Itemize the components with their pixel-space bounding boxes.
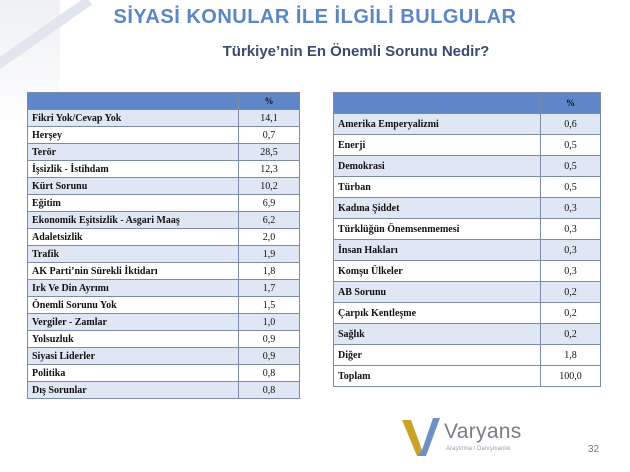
row-percent: 10,2	[239, 178, 300, 195]
table-row	[28, 144, 300, 161]
row-label: Vergiler - Zamlar	[28, 314, 239, 331]
table-row	[28, 280, 300, 297]
header-percent-cell: %	[541, 93, 601, 114]
varyans-logo	[402, 412, 552, 462]
table-row	[28, 110, 300, 127]
logo-name: Varyans	[444, 420, 522, 443]
row-label: AB Sorunu	[334, 282, 541, 303]
table-row	[334, 156, 601, 177]
row-label: Önemli Sorunu Yok	[28, 297, 239, 314]
row-percent: 0,3	[541, 240, 601, 261]
row-label: Fikri Yok/Cevap Yok	[28, 110, 239, 127]
row-percent: 1,9	[239, 246, 300, 263]
row-percent: 0,3	[541, 261, 601, 282]
row-percent: 0,9	[239, 331, 300, 348]
table-row	[334, 240, 601, 261]
row-label: Terör	[28, 144, 239, 161]
row-percent: 0,5	[541, 156, 601, 177]
right-table-body	[334, 114, 601, 387]
row-percent: 0,8	[239, 365, 300, 382]
table-row	[334, 135, 601, 156]
row-label: Sağlık	[334, 324, 541, 345]
row-label: Çarpık Kentleşme	[334, 303, 541, 324]
row-percent: 1,5	[239, 297, 300, 314]
row-percent: 6,2	[239, 212, 300, 229]
row-percent: 0,2	[541, 282, 601, 303]
table-row	[28, 127, 300, 144]
row-label: Trafik	[28, 246, 239, 263]
row-label: Herşey	[28, 127, 239, 144]
row-percent: 0,9	[239, 348, 300, 365]
row-label: Dış Sorunlar	[28, 382, 239, 399]
table-row	[334, 282, 601, 303]
table-row	[28, 314, 300, 331]
row-label: AK Parti’nin Sürekli İktidarı	[28, 263, 239, 280]
row-label: Adaletsizlik	[28, 229, 239, 246]
table-row	[28, 382, 300, 399]
row-percent: 12,3	[239, 161, 300, 178]
page-number: 32	[588, 444, 600, 455]
row-label: Amerika Emperyalizmi	[334, 114, 541, 135]
row-label: İnsan Hakları	[334, 240, 541, 261]
header-label-cell	[334, 93, 541, 114]
row-label: Politika	[28, 365, 239, 382]
row-percent: 14,1	[239, 110, 300, 127]
row-label: Türban	[334, 177, 541, 198]
header-label-cell	[28, 93, 239, 110]
row-label: İşsizlik - İstihdam	[28, 161, 239, 178]
page-subtitle: Türkiye’nin En Önemli Sorunu Nedir?	[222, 43, 490, 60]
row-label: Ekonomik Eşitsizlik - Asgari Maaş	[28, 212, 239, 229]
row-percent: 100,0	[541, 366, 601, 387]
row-percent: 0,8	[239, 382, 300, 399]
table-row	[334, 177, 601, 198]
row-label: Siyasi Liderler	[28, 348, 239, 365]
row-percent: 2,0	[239, 229, 300, 246]
table-row	[28, 297, 300, 314]
table-row	[334, 366, 601, 387]
row-label: Diğer	[334, 345, 541, 366]
row-percent: 0,3	[541, 198, 601, 219]
row-percent: 1,0	[239, 314, 300, 331]
row-percent: 6,9	[239, 195, 300, 212]
row-percent: 0,6	[541, 114, 601, 135]
row-label: Irk Ve Din Ayrımı	[28, 280, 239, 297]
table-row	[334, 219, 601, 240]
row-percent: 0,2	[541, 324, 601, 345]
logo-tagline: Araştırma / Danışmanlık	[446, 446, 511, 452]
row-label: Enerji	[334, 135, 541, 156]
row-percent: 0,5	[541, 135, 601, 156]
row-percent: 1,8	[239, 263, 300, 280]
table-row	[28, 195, 300, 212]
table-row	[28, 212, 300, 229]
row-label: Komşu Ülkeler	[334, 261, 541, 282]
table-header-row	[334, 93, 601, 114]
left-table-body	[28, 110, 300, 399]
row-label: Kadına Şiddet	[334, 198, 541, 219]
table-row	[334, 261, 601, 282]
table-row	[334, 345, 601, 366]
row-percent: 1,8	[541, 345, 601, 366]
row-label: Türklüğün Önemsenmemesi	[334, 219, 541, 240]
row-percent: 1,7	[239, 280, 300, 297]
row-label: Eğitim	[28, 195, 239, 212]
table-row	[28, 365, 300, 382]
row-percent: 0,7	[239, 127, 300, 144]
left-results-table	[27, 92, 300, 399]
right-results-table	[333, 92, 601, 387]
table-row	[334, 324, 601, 345]
row-label: Demokrasi	[334, 156, 541, 177]
row-label: Toplam	[334, 366, 541, 387]
row-percent: 28,5	[239, 144, 300, 161]
table-row	[28, 246, 300, 263]
table-row	[28, 331, 300, 348]
row-percent: 0,5	[541, 177, 601, 198]
row-percent: 0,3	[541, 219, 601, 240]
table-row	[334, 198, 601, 219]
table-row	[28, 161, 300, 178]
table-row	[334, 303, 601, 324]
table-header-row	[28, 93, 300, 110]
varyans-logo-mark-icon	[402, 414, 440, 456]
table-row	[28, 348, 300, 365]
table-row	[334, 114, 601, 135]
table-row	[28, 229, 300, 246]
page-title: SİYASİ KONULAR İLE İLGİLİ BULGULAR	[113, 6, 517, 28]
row-label: Yolsuzluk	[28, 331, 239, 348]
row-label: Kürt Sorunu	[28, 178, 239, 195]
table-row	[28, 263, 300, 280]
table-row	[28, 178, 300, 195]
row-percent: 0,2	[541, 303, 601, 324]
header-percent-cell: %	[239, 93, 300, 110]
